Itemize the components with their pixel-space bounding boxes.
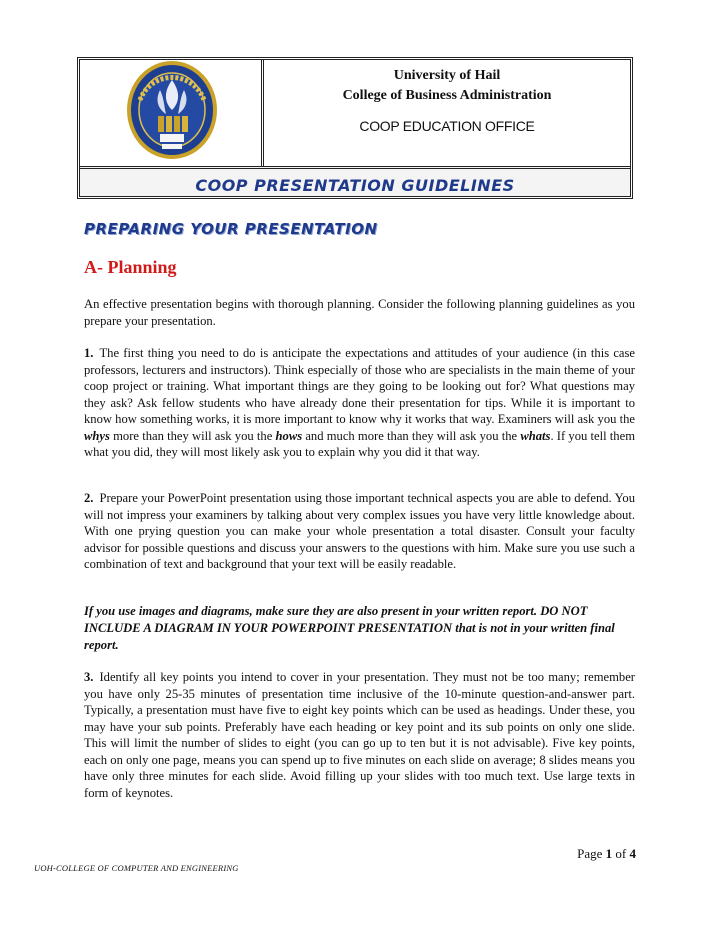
emphasis-whats: whats (520, 428, 551, 443)
point-number: 2. (84, 491, 94, 505)
point-text: Identify all key points you intend to cover in your presentation. They must not be too many; remember you have only 25-35 minutes of presentation time inclusive of the 10-minute question-and-answer part. Typically, a presentation must have five to eight key points which can be used as headings. Under these, you may have your sub points. Preferably have each heading or key point and its sub points on only one slide. This will limit the number of slides to eight (you can go up to ten but it is not advisable). Five key points, each on only one page, means you can spend up to five minutes on each slide on average; 8 slides means you have only three minutes for each slide. Avoid filling up your slides with too much text. Use large texts in form of keynotes. (84, 670, 635, 800)
notice-paragraph: If you use images and diagrams, make sure they are also present in your written report. DO NOT INCLUDE A DIAGRAM IN YOUR POWERPOINT PRESENTATION that is not in your written final report. (84, 604, 615, 652)
point-number: 1. (84, 346, 94, 360)
letterhead-info (264, 60, 630, 166)
intro-paragraph: An effective presentation begins with thorough planning. Consider the following planning guidelines as you prepare your presentation. (84, 297, 635, 328)
point-2-paragraph (84, 490, 635, 573)
document-title: COOP PRESENTATION GUIDELINES (195, 176, 515, 195)
page-indicator (577, 846, 636, 862)
document-title-row (80, 166, 630, 196)
page-of: of (615, 846, 627, 861)
point-number: 3. (84, 670, 94, 684)
point-3-paragraph (84, 669, 635, 801)
university-seal-icon (80, 60, 264, 163)
point-text: . If you tell them what you did, they will most likely ask you to explain why you did it that way. (84, 428, 635, 459)
emphasis-whys: whys (84, 428, 110, 443)
page-current: 1 (605, 846, 613, 861)
university-name: University of Hail (393, 68, 501, 83)
page-label: Page (577, 846, 603, 861)
section-heading: PREPARING YOUR PRESENTATION (84, 220, 378, 238)
footer-college-note: UOH-COLLEGE OF COMPUTER AND ENGINEERING (34, 863, 239, 873)
logo-cell (80, 60, 264, 166)
point-1-paragraph (84, 345, 635, 461)
point-text: and much more than they will ask you the (302, 428, 521, 443)
point-text: Prepare your PowerPoint presentation using those important technical aspects you are able to defend. You will not impress your examiners by talking about very complex issues you have very little knowledge about. With one prying question you can make your whole presentation a total disaster. Consult your faculty advisor for possible questions and discuss your answers to the questions with him. Make sure you use such a combination of text and background that your text will be easily readable. (84, 491, 635, 571)
subsection-heading: A- Planning (84, 257, 177, 277)
college-name: College of Business Administration (342, 88, 552, 103)
page-total: 4 (629, 846, 636, 861)
emphasis-hows: hows (275, 428, 303, 443)
office-name: COOP EDUCATION OFFICE (359, 118, 535, 134)
letterhead (77, 57, 633, 199)
point-text: more than they will ask you the (109, 428, 276, 443)
point-text: The first thing you need to do is anticipate the expectations and attitudes of your audience (in this case professors, lecturers and instructors). Think especially of those who are specialists in the main theme of your coop project or training. What important things are they going to be looking out for? What questions may they ask? Ask fellow students who have already done their presentation for tips. While it is important to know how something works, it is more important to know why it works that way. Examiners will ask you the (84, 346, 635, 426)
